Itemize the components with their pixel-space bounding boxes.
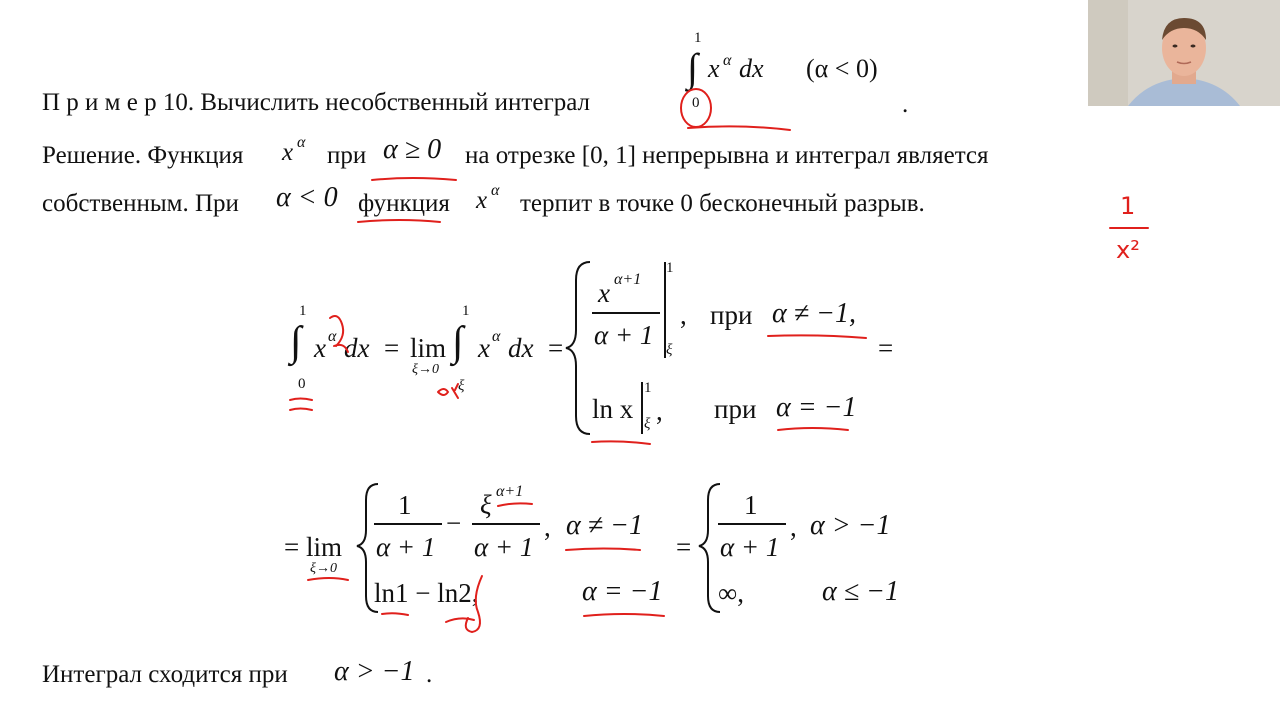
f1-case1-condition: α ≠ −1,	[772, 298, 856, 329]
f2-c1-condition: α ≠ −1	[566, 510, 643, 541]
f1-case1-comma: ,	[680, 300, 687, 330]
ink-underline-case2	[778, 428, 848, 430]
f1-int-upper: 1	[299, 303, 307, 319]
integral-upper-limit: 1	[694, 30, 702, 46]
f2-r1-comma: ,	[790, 512, 797, 542]
f2-r1-num: 1	[744, 490, 758, 520]
f1-case2-eval-bar	[641, 382, 643, 434]
ink-underline-alpha-neg	[358, 220, 440, 222]
integral-lower-limit: 0	[692, 95, 700, 111]
ink-zero-plus	[438, 384, 458, 398]
f1-int-lower: 0	[298, 376, 306, 392]
f1-case1-eval-lower: ξ	[666, 342, 673, 358]
f1-case2-condition: α = −1	[776, 392, 857, 423]
f1-integrand2: x	[478, 333, 490, 363]
f2-r1-condition: α > −1	[810, 510, 891, 541]
integrand-exponent: α	[723, 52, 732, 69]
f1-case1-num: x	[598, 278, 610, 308]
f2-r1-den: α + 1	[720, 532, 780, 562]
f2-lim-sub: ξ→0	[310, 561, 337, 576]
ink-underline-ln1	[382, 613, 408, 615]
f2-c1-num1: 1	[398, 490, 412, 520]
handwritten-note-denominator: x²	[1116, 236, 1140, 264]
conclusion-text: Интеграл сходится при	[42, 661, 288, 688]
example-title: П р и м е р 10. Вычислить несобственный интеграл	[42, 89, 590, 116]
solution-line2-start: собственным. При	[42, 190, 239, 217]
f1-case2-pri: при	[714, 394, 757, 424]
f2-r2-condition: α ≤ −1	[822, 576, 899, 607]
conclusion-period: .	[426, 661, 433, 688]
presenter-avatar	[1088, 0, 1280, 106]
f1-case1-fraction-bar	[592, 312, 660, 314]
f1-case1-eval-upper: 1	[666, 260, 674, 276]
f1-case2-eval-lower: ξ	[644, 416, 651, 432]
example-period: .	[902, 91, 909, 118]
solution-x-2: x	[476, 187, 488, 214]
f1-int2-upper: 1	[462, 303, 470, 319]
solution-x-exponent: α	[297, 134, 306, 151]
solution-function-word: функция	[358, 190, 450, 217]
alpha-negative-condition: α < 0	[276, 182, 338, 213]
integral-sign: ∫	[687, 45, 698, 90]
f1-case1-pri: при	[710, 300, 753, 330]
f2-r2-expr: ∞,	[718, 578, 744, 608]
f1-equals2: =	[548, 333, 564, 363]
f1-integral-sign: ∫	[290, 319, 302, 365]
f1-lim-sub: ξ→0	[412, 362, 439, 377]
f1-case1-den: α + 1	[594, 320, 654, 350]
solution-line2-end: терпит в точке 0 бесконечный разрыв.	[520, 190, 925, 217]
ink-underline-f2-case2	[584, 614, 664, 616]
f1-differential: dx	[344, 333, 370, 363]
handwritten-note-numerator: 1	[1120, 192, 1136, 220]
f1-case2-eval-upper: 1	[644, 380, 652, 396]
f1-int2-lower: ξ	[458, 378, 465, 394]
f1-differential2: dx	[508, 333, 534, 363]
integrand: x	[708, 54, 720, 83]
ink-underline-lim	[308, 578, 348, 580]
f2-c1-num2: ξ	[480, 490, 492, 520]
f1-integral2-sign: ∫	[452, 319, 464, 365]
solution-x: x	[282, 139, 294, 166]
f2-c1-den2: α + 1	[474, 532, 534, 562]
f2-c2-condition: α = −1	[582, 576, 663, 607]
solution-line1-end: на отрезке [0, 1] непрерывна и интеграл является	[465, 142, 989, 169]
ink-underline-ln2	[446, 618, 474, 622]
f2-r1-frac-bar	[718, 523, 786, 525]
ink-underline-f2-case1	[566, 549, 640, 551]
f1-equals: =	[384, 333, 400, 363]
conclusion-condition: α > −1	[334, 656, 415, 687]
ink-underline-alpha-nonneg	[372, 178, 456, 180]
f2-c1-den1: α + 1	[376, 532, 436, 562]
f2-lim: lim	[306, 532, 343, 562]
f1-integrand2-exponent: α	[492, 328, 501, 345]
f1-integrand-exponent: α	[328, 328, 337, 345]
f2-equals2: =	[676, 532, 692, 562]
alpha-nonneg-condition: α ≥ 0	[383, 134, 442, 165]
ink-underline-integral	[688, 126, 790, 130]
f2-c1-num2-exponent: α+1	[496, 483, 524, 500]
f1-case2-comma: ,	[656, 396, 663, 426]
f1-case1-num-exponent: α+1	[614, 271, 642, 288]
f2-c2-expr: ln1 − ln2,	[374, 578, 479, 608]
ink-lower-mark-2	[290, 409, 312, 411]
solution-pri-1: при	[327, 142, 367, 169]
differential: dx	[739, 54, 764, 83]
f2-c1-comma: ,	[544, 512, 551, 542]
f2-equals: =	[284, 532, 300, 562]
ink-underline-xi-power	[498, 503, 532, 506]
f1-case2-ln: ln x	[592, 394, 634, 424]
f1-trailing-equals: =	[878, 333, 894, 363]
ink-underline-case1	[768, 335, 866, 338]
solution-line1-start: Решение. Функция	[42, 142, 244, 169]
f1-lim: lim	[410, 333, 447, 363]
f1-integrand: x	[314, 333, 326, 363]
ink-lower-mark-1	[290, 399, 312, 401]
f2-minus: −	[446, 508, 462, 538]
f2-c1-frac2-bar	[472, 523, 540, 525]
solution-x-2-exponent: α	[491, 182, 500, 199]
f2-c1-frac1-bar	[374, 523, 442, 525]
ink-underline-lnx	[592, 441, 650, 444]
webcam-video-overlay	[1088, 0, 1280, 106]
alpha-condition: (α < 0)	[806, 54, 878, 83]
